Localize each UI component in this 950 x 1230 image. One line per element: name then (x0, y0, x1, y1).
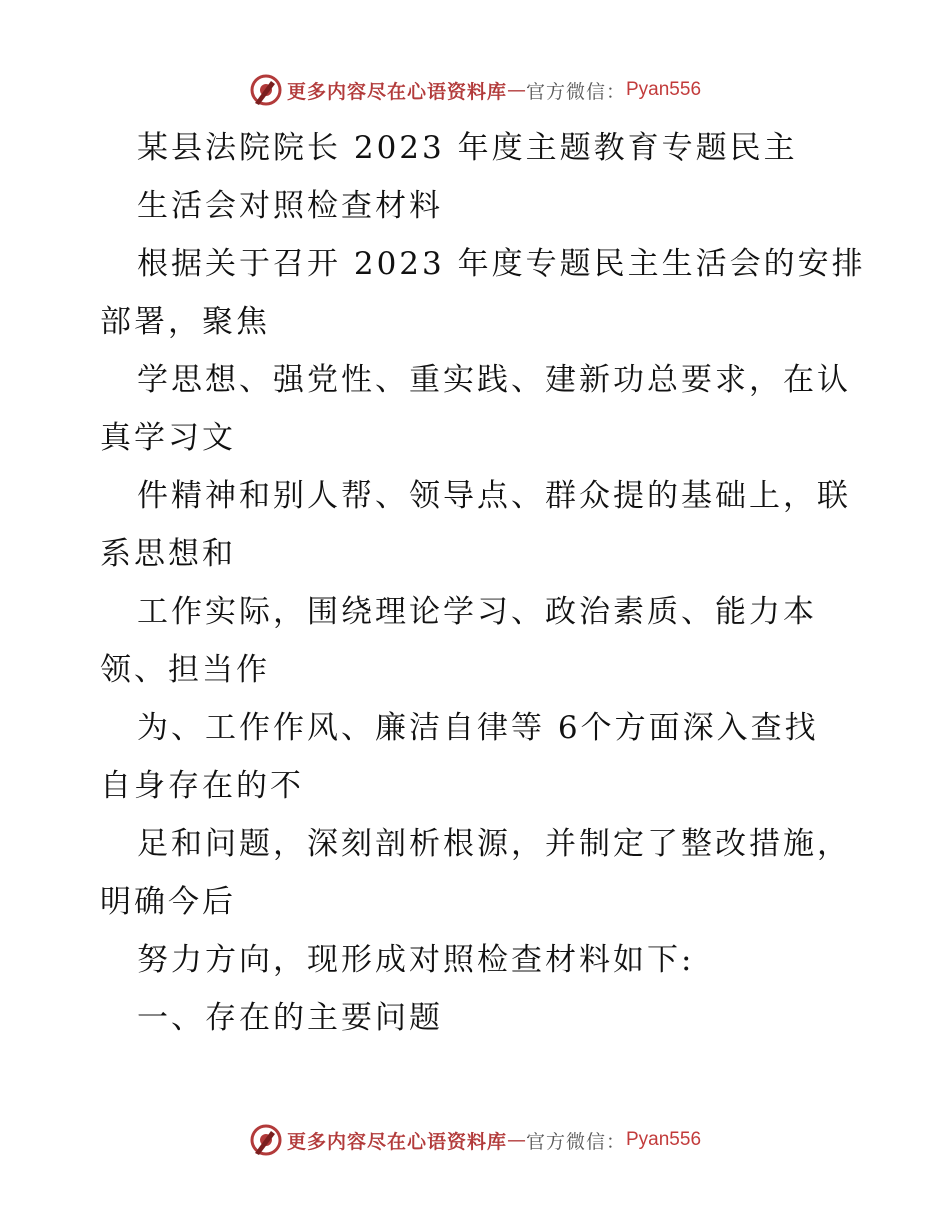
watermark-wechat-id: Pyan556 (626, 1129, 702, 1150)
watermark-wechat-id: Pyan556 (626, 79, 702, 100)
paragraph-line: 领、担当作 (100, 652, 270, 688)
footer-watermark (0, 1123, 950, 1157)
header-watermark (0, 73, 950, 107)
pen-circle-icon (249, 1123, 283, 1157)
paragraph-line: 足和问题，深刻剖析根源，并制定了整改措施， (137, 826, 851, 862)
paragraph-line: 自身存在的不 (100, 768, 304, 804)
document-title-line-2: 生活会对照检查材料 (137, 188, 443, 224)
paragraph-line: 努力方向，现形成对照检查材料如下: (137, 942, 695, 978)
paragraph-line: 明确今后 (100, 884, 236, 920)
watermark-label: 官方微信： (525, 80, 626, 103)
paragraph-line: 工作实际，围绕理论学习、政治素质、能力本 (137, 594, 817, 630)
paragraph-line: 为、工作作风、廉洁自律等 6个方面深入查找 (137, 710, 819, 746)
paragraph-line: 部署，聚焦 (100, 304, 270, 340)
document-title-line-1: 某县法院院长 2023 年度主题教育专题民主 (137, 130, 798, 166)
section-heading: 一、存在的主要问题 (137, 1000, 443, 1036)
watermark-title: 更多内容尽在心语资料库 (286, 80, 507, 103)
watermark-dash: — (506, 79, 526, 101)
paragraph-line: 学思想、强党性、重实践、建新功总要求，在认 (137, 362, 851, 398)
paragraph-line: 件精神和别人帮、领导点、群众提的基础上，联 (137, 478, 851, 514)
watermark-dash: — (506, 1129, 526, 1151)
paragraph-line: 根据关于召开 2023 年度专题民主生活会的安排 (137, 246, 866, 282)
paragraph-line: 系思想和 (100, 536, 236, 572)
watermark-label: 官方微信： (525, 1130, 626, 1153)
pen-circle-icon (249, 73, 283, 107)
watermark-title: 更多内容尽在心语资料库 (286, 1130, 507, 1153)
paragraph-line: 真学习文 (100, 420, 236, 456)
